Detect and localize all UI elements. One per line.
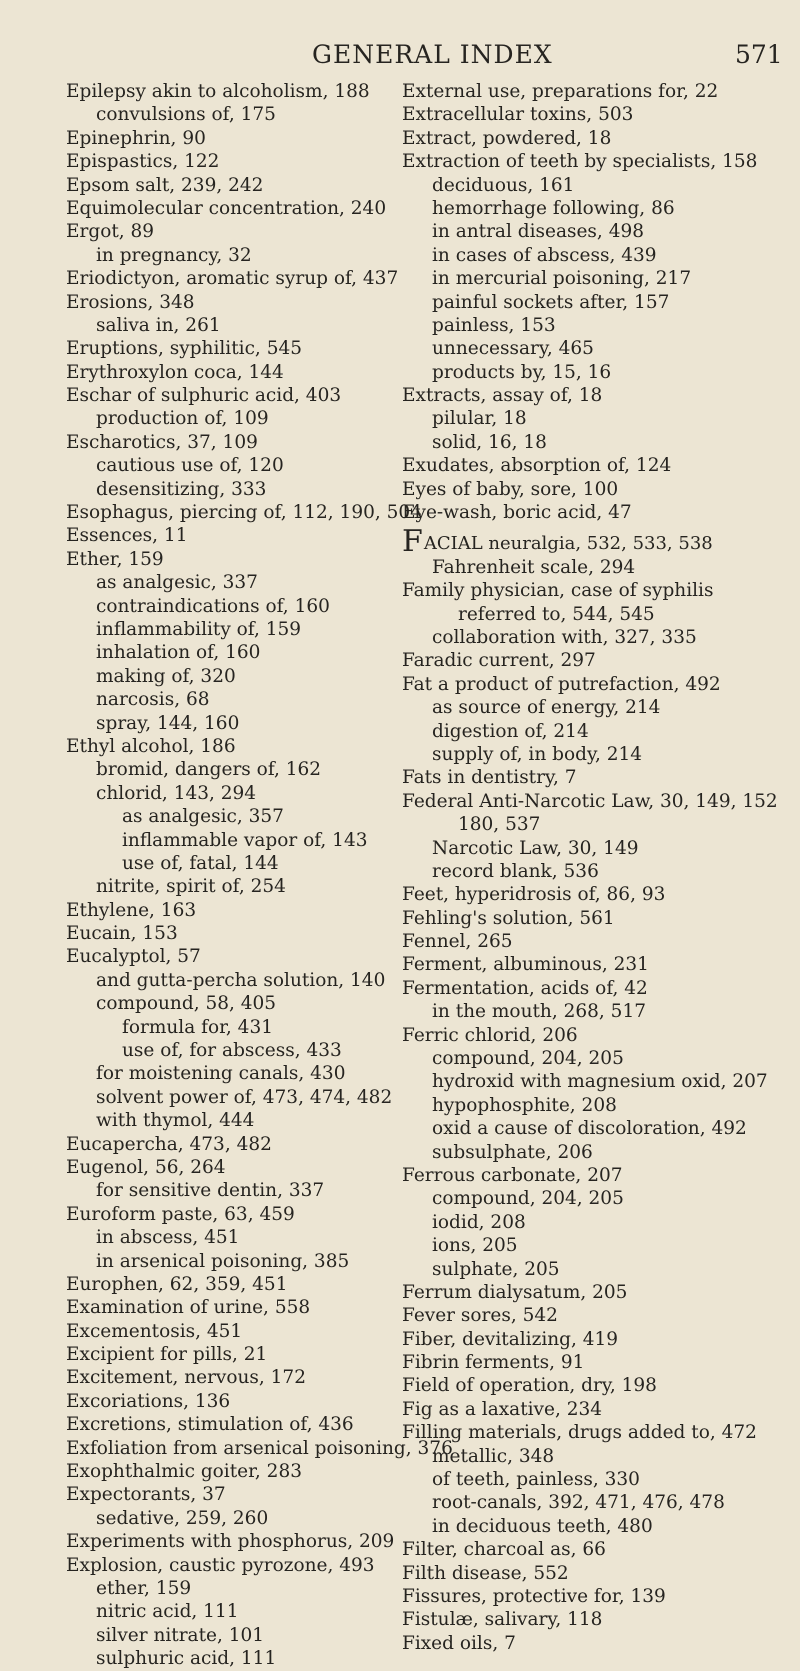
index-subentry: in pregnancy, 32 [96,244,252,266]
index-entry: Eriodictyon, aromatic syrup of, 437 [66,268,399,290]
index-entry: Fennel, 265 [402,931,513,953]
index-entry: Eucalyptol, 57 [66,946,201,968]
index-entry: Extraction of teeth by specialists, 158 [402,151,758,173]
index-subentry: with thymol, 444 [96,1110,255,1132]
index-entry: Excoriations, 136 [66,1390,231,1412]
index-subentry: for sensitive dentin, 337 [96,1180,325,1202]
index-entry: Eruptions, syphilitic, 545 [66,338,303,360]
index-subentry: in cases of abscess, 439 [432,244,657,266]
index-entry: Eugenol, 56, 264 [66,1156,226,1178]
index-column-right [402,80,794,1655]
section-gap [402,524,794,532]
index-subentry: for moistening canals, 430 [96,1063,346,1085]
index-subentry: products by, 15, 16 [432,361,612,383]
index-entry: Examination of urine, 558 [66,1297,311,1319]
index-subentry: formula for, 431 [122,1016,273,1038]
index-entry: Ergot, 89 [66,221,155,243]
index-entry: Excementosis, 451 [66,1320,243,1342]
index-entry: Epilepsy akin to alcoholism, 188 [66,81,370,102]
index-subentry: record blank, 536 [432,860,599,882]
index-entry: Feet, hyperidrosis of, 86, 93 [402,884,666,906]
index-subentry: production of, 109 [96,408,269,430]
index-subentry: in antral diseases, 498 [432,221,645,243]
index-entry: Fehling's solution, 561 [402,907,615,929]
index-subentry: in deciduous teeth, 480 [432,1515,653,1537]
index-subentry: sulphuric acid, 111 [96,1648,277,1670]
index-subentry: supply of, in body, 214 [432,743,643,765]
index-entry: Eyes of baby, sore, 100 [402,478,619,500]
index-entry: Euroform paste, 63, 459 [66,1203,295,1225]
index-entry: Fissures, protective for, 139 [402,1586,666,1607]
index-entry: Family physician, case of syphilis [402,580,714,602]
index-subentry: sedative, 259, 260 [96,1507,269,1529]
index-entry: Extract, powdered, 18 [402,127,612,149]
index-subentry: spray, 144, 160 [96,712,240,734]
index-entry: Fever sores, 542 [402,1305,558,1327]
index-entry: Excipient for pills, 21 [66,1344,268,1366]
index-entry: Filth disease, 552 [402,1562,569,1584]
index-entry: Extracts, assay of, 18 [402,385,603,407]
index-subentry: of teeth, painless, 330 [432,1469,640,1491]
index-subentry: contraindications of, 160 [96,595,330,617]
index-subentry: pilular, 18 [432,408,527,430]
index-subentry: compound, 204, 205 [432,1048,624,1070]
index-entry: Ferrum dialysatum, 205 [402,1281,628,1303]
index-entry: Excitement, nervous, 172 [66,1367,306,1389]
index-subentry: referred to, 544, 545 [458,603,655,625]
index-entry: Exudates, absorption of, 124 [402,455,672,477]
index-entry: Eucain, 153 [66,923,178,945]
index-subentry: inflammability of, 159 [96,618,302,640]
index-subentry: use of, for abscess, 433 [122,1040,342,1062]
index-entry: Filling materials, drugs added to, 472 [402,1422,757,1444]
index-subentry: in the mouth, 268, 517 [432,1001,646,1023]
index-entry: Experiments with phosphorus, 209 [66,1531,395,1553]
index-entry: Esophagus, piercing of, 112, 190, 504 [66,502,422,524]
index-entry: Eucapercha, 473, 482 [66,1133,272,1155]
index-entry: Field of operation, dry, 198 [402,1375,657,1397]
index-subentry: ether, 159 [96,1578,192,1599]
index-subentry: digestion of, 214 [432,720,589,742]
index-subentry: as analgesic, 337 [96,572,258,594]
index-entry: Fibrin ferments, 91 [402,1352,585,1374]
index-subentry: desensitizing, 333 [96,478,267,500]
index-entry: Ferric chlorid, 206 [402,1024,578,1046]
index-section-f [402,556,794,1655]
index-entry: Ether, 159 [66,548,164,570]
index-subentry: bromid, dangers of, 162 [96,759,322,781]
index-entry: Excretions, stimulation of, 436 [66,1414,354,1436]
index-subentry: making of, 320 [96,665,236,687]
index-subentry: metallic, 348 [432,1445,555,1467]
index-entry: Faradic current, 297 [402,650,596,672]
running-title: GENERAL INDEX [312,40,553,69]
index-entry: Expectorants, 37 [66,1484,226,1506]
index-subentry: in abscess, 451 [96,1227,240,1249]
index-subentry: unnecessary, 465 [432,338,594,360]
index-subentry: and gutta-percha solution, 140 [96,969,386,991]
index-entry: Equimolecular concentration, 240 [66,197,387,219]
index-subentry: painful sockets after, 157 [432,291,670,313]
index-subentry: silver nitrate, 101 [96,1624,265,1646]
index-subentry: as source of energy, 214 [432,697,661,719]
index-subentry: nitrite, spirit of, 254 [96,876,286,898]
index-subentry: solvent power of, 473, 474, 482 [96,1086,393,1108]
index-entry: Erosions, 348 [66,291,195,313]
index-subentry: chlorid, 143, 294 [96,782,257,804]
index-subentry: painless, 153 [432,314,556,336]
index-subentry: 180, 537 [458,814,541,836]
index-subentry: nitric acid, 111 [96,1601,239,1623]
index-entry: Epispastics, 122 [66,151,220,173]
index-entry: Fermentation, acids of, 42 [402,977,648,999]
index-entry: Ethyl alcohol, 186 [66,735,236,757]
index-entry: Escharotics, 37, 109 [66,431,258,453]
index-subentry: inflammable vapor of, 143 [122,829,368,851]
index-entry: Exfoliation from arsenical poisoning, 376 [66,1437,453,1459]
index-entry: Fiber, devitalizing, 419 [402,1328,619,1350]
index-subentry: in arsenical poisoning, 385 [96,1250,350,1272]
index-subentry: sulphate, 205 [432,1258,560,1280]
index-subentry: ions, 205 [432,1235,518,1257]
index-entry: Fixed oils, 7 [402,1632,516,1654]
index-entry: Explosion, caustic pyrozone, 493 [66,1554,375,1576]
index-subentry: Fahrenheit scale, 294 [432,556,636,578]
index-subentry: compound, 58, 405 [96,993,277,1015]
index-subentry: solid, 16, 18 [432,431,547,453]
index-subentry: hemorrhage following, 86 [432,197,675,219]
index-entry: Erythroxylon coca, 144 [66,361,284,383]
index-section-e-continued [402,80,794,524]
index-entry: Ferment, albuminous, 231 [402,954,649,976]
index-entry: Extracellular toxins, 503 [402,104,634,126]
index-subentry: narcosis, 68 [96,689,210,711]
index-subentry: convulsions of, 175 [96,104,276,126]
index-subentry: root-canals, 392, 471, 476, 478 [432,1492,725,1514]
index-subentry: compound, 204, 205 [432,1188,624,1210]
index-entry: Fats in dentistry, 7 [402,767,577,789]
index-entry: Ethylene, 163 [66,899,197,921]
index-subentry: saliva in, 261 [96,314,221,336]
index-subentry: use of, fatal, 144 [122,852,279,874]
index-entry: Europhen, 62, 359, 451 [66,1273,288,1295]
index-entry: Epsom salt, 239, 242 [66,174,264,196]
index-subentry: iodid, 208 [432,1211,526,1233]
index-entry: Exophthalmic goiter, 283 [66,1461,302,1483]
index-entry: Essences, 11 [66,525,188,547]
page-header [0,40,800,76]
index-entry: External use, preparations for, 22 [402,81,719,102]
index-entry: Fig as a laxative, 234 [402,1398,603,1420]
index-subentry: collaboration with, 327, 335 [432,626,697,648]
index-subentry: subsulphate, 206 [432,1141,593,1163]
index-subentry: as analgesic, 357 [122,806,284,828]
index-entry: Fistulæ, salivary, 118 [402,1609,603,1631]
page-number: 571 [735,40,783,69]
index-entry: Filter, charcoal as, 66 [402,1539,606,1561]
index-entry: Ferrous carbonate, 207 [402,1164,623,1186]
index-entry: Federal Anti-Narcotic Law, 30, 149, 152 [402,790,778,812]
index-subentry: in mercurial poisoning, 217 [432,268,692,290]
index-subentry: cautious use of, 120 [96,455,284,477]
index-entry: Eschar of sulphuric acid, 403 [66,385,342,407]
index-entry-section-start [402,524,794,560]
index-column-left [66,80,453,1671]
index-entry: Eye-wash, boric acid, 47 [402,502,632,524]
drop-initial: F [402,524,423,560]
index-subentry: oxid a cause of discoloration, 492 [432,1118,747,1140]
index-subentry: deciduous, 161 [432,174,575,196]
index-subentry: hypophosphite, 208 [432,1094,617,1116]
index-entry: Epinephrin, 90 [66,127,206,149]
index-subentry: inhalation of, 160 [96,642,261,664]
index-subentry: hydroxid with magnesium oxid, 207 [432,1071,768,1093]
index-entry-text: ACIAL neuralgia, 532, 533, 538 [423,533,713,555]
index-entry: Fat a product of putrefaction, 492 [402,673,721,695]
index-subentry: Narcotic Law, 30, 149 [432,837,639,859]
